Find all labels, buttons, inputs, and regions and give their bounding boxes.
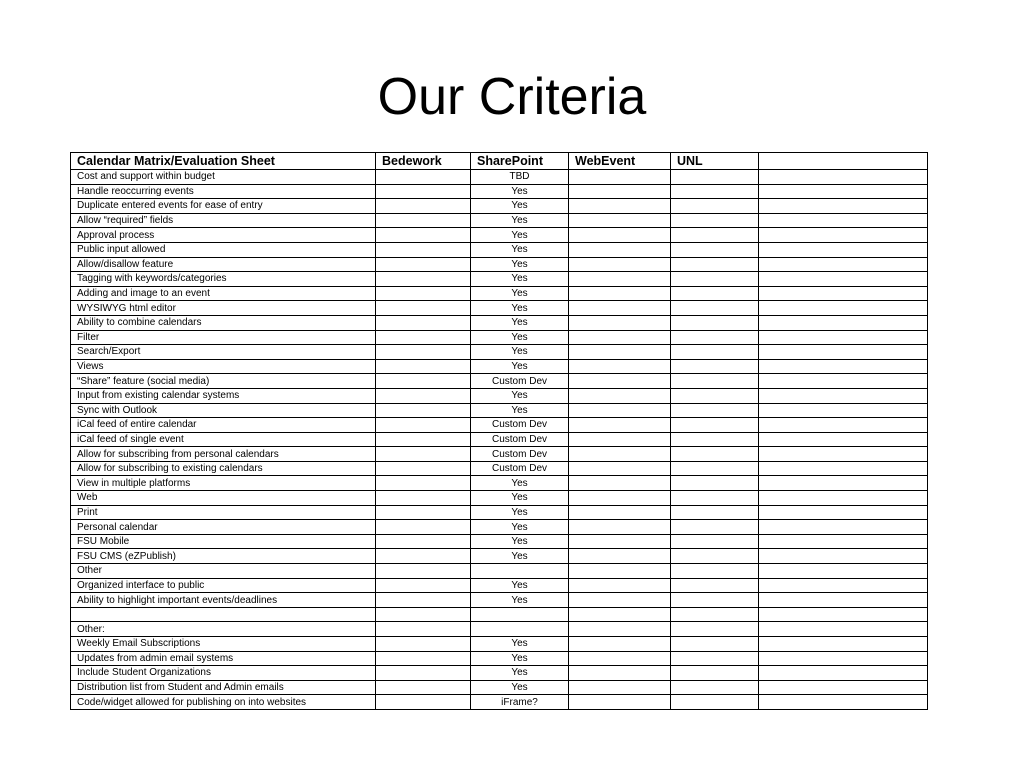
bedework-cell bbox=[376, 578, 471, 593]
sharepoint-cell: Yes bbox=[471, 199, 569, 214]
webevent-cell bbox=[569, 432, 671, 447]
blank-cell bbox=[759, 418, 928, 433]
criteria-label: Views bbox=[71, 359, 376, 374]
unl-cell bbox=[671, 447, 759, 462]
unl-cell bbox=[671, 607, 759, 622]
webevent-cell bbox=[569, 184, 671, 199]
header-unl: UNL bbox=[671, 153, 759, 170]
blank-cell bbox=[759, 228, 928, 243]
webevent-cell bbox=[569, 388, 671, 403]
sharepoint-cell: Yes bbox=[471, 330, 569, 345]
criteria-label: Cost and support within budget bbox=[71, 170, 376, 185]
webevent-cell bbox=[569, 476, 671, 491]
criteria-label: Weekly Email Subscriptions bbox=[71, 637, 376, 652]
table-row bbox=[71, 184, 928, 199]
unl-cell bbox=[671, 680, 759, 695]
table-row bbox=[71, 228, 928, 243]
table-row bbox=[71, 651, 928, 666]
bedework-cell bbox=[376, 666, 471, 681]
sharepoint-cell: Yes bbox=[471, 491, 569, 506]
sharepoint-cell bbox=[471, 607, 569, 622]
criteria-label: Sync with Outlook bbox=[71, 403, 376, 418]
unl-cell bbox=[671, 359, 759, 374]
criteria-label: FSU Mobile bbox=[71, 534, 376, 549]
unl-cell bbox=[671, 534, 759, 549]
criteria-label: Code/widget allowed for publishing on into websites bbox=[71, 695, 376, 710]
sharepoint-cell: Custom Dev bbox=[471, 418, 569, 433]
criteria-label: Filter bbox=[71, 330, 376, 345]
sharepoint-cell: Custom Dev bbox=[471, 374, 569, 389]
unl-cell bbox=[671, 637, 759, 652]
criteria-label: Ability to highlight important events/deadlines bbox=[71, 593, 376, 608]
webevent-cell bbox=[569, 549, 671, 564]
bedework-cell bbox=[376, 199, 471, 214]
bedework-cell bbox=[376, 388, 471, 403]
table-row bbox=[71, 447, 928, 462]
criteria-label: Allow “required” fields bbox=[71, 213, 376, 228]
bedework-cell bbox=[376, 242, 471, 257]
sharepoint-cell bbox=[471, 622, 569, 637]
blank-cell bbox=[759, 330, 928, 345]
bedework-cell bbox=[376, 491, 471, 506]
webevent-cell bbox=[569, 315, 671, 330]
unl-cell bbox=[671, 184, 759, 199]
sharepoint-cell: Yes bbox=[471, 257, 569, 272]
bedework-cell bbox=[376, 374, 471, 389]
webevent-cell bbox=[569, 534, 671, 549]
webevent-cell bbox=[569, 272, 671, 287]
webevent-cell bbox=[569, 695, 671, 710]
bedework-cell bbox=[376, 403, 471, 418]
webevent-cell bbox=[569, 359, 671, 374]
sharepoint-cell: Yes bbox=[471, 534, 569, 549]
unl-cell bbox=[671, 651, 759, 666]
blank-cell bbox=[759, 432, 928, 447]
table-row bbox=[71, 476, 928, 491]
table-row bbox=[71, 374, 928, 389]
webevent-cell bbox=[569, 242, 671, 257]
webevent-cell bbox=[569, 461, 671, 476]
table-row bbox=[71, 534, 928, 549]
criteria-label: Updates from admin email systems bbox=[71, 651, 376, 666]
bedework-cell bbox=[376, 432, 471, 447]
sharepoint-cell: Yes bbox=[471, 272, 569, 287]
criteria-label: FSU CMS (eZPublish) bbox=[71, 549, 376, 564]
bedework-cell bbox=[376, 345, 471, 360]
webevent-cell bbox=[569, 330, 671, 345]
blank-cell bbox=[759, 213, 928, 228]
sharepoint-cell: Yes bbox=[471, 228, 569, 243]
table-row bbox=[71, 242, 928, 257]
bedework-cell bbox=[376, 520, 471, 535]
blank-cell bbox=[759, 461, 928, 476]
unl-cell bbox=[671, 242, 759, 257]
webevent-cell bbox=[569, 666, 671, 681]
bedework-cell bbox=[376, 301, 471, 316]
table-row bbox=[71, 199, 928, 214]
criteria-label: View in multiple platforms bbox=[71, 476, 376, 491]
header-blank bbox=[759, 153, 928, 170]
sharepoint-cell: Yes bbox=[471, 242, 569, 257]
bedework-cell bbox=[376, 680, 471, 695]
bedework-cell bbox=[376, 637, 471, 652]
sharepoint-cell bbox=[471, 564, 569, 579]
blank-cell bbox=[759, 564, 928, 579]
sharepoint-cell: Yes bbox=[471, 505, 569, 520]
unl-cell bbox=[671, 330, 759, 345]
blank-cell bbox=[759, 242, 928, 257]
unl-cell bbox=[671, 228, 759, 243]
blank-cell bbox=[759, 403, 928, 418]
webevent-cell bbox=[569, 403, 671, 418]
sharepoint-cell: Yes bbox=[471, 213, 569, 228]
blank-cell bbox=[759, 286, 928, 301]
blank-cell bbox=[759, 476, 928, 491]
sharepoint-cell: Yes bbox=[471, 476, 569, 491]
table-row bbox=[71, 315, 928, 330]
unl-cell bbox=[671, 593, 759, 608]
bedework-cell bbox=[376, 272, 471, 287]
criteria-label: iCal feed of entire calendar bbox=[71, 418, 376, 433]
blank-cell bbox=[759, 680, 928, 695]
unl-cell bbox=[671, 257, 759, 272]
table-row bbox=[71, 403, 928, 418]
table-row bbox=[71, 345, 928, 360]
table-row bbox=[71, 607, 928, 622]
sharepoint-cell: Custom Dev bbox=[471, 461, 569, 476]
bedework-cell bbox=[376, 622, 471, 637]
table-row bbox=[71, 505, 928, 520]
blank-cell bbox=[759, 447, 928, 462]
blank-cell bbox=[759, 345, 928, 360]
bedework-cell bbox=[376, 184, 471, 199]
criteria-label: Other bbox=[71, 564, 376, 579]
unl-cell bbox=[671, 374, 759, 389]
header-criteria: Calendar Matrix/Evaluation Sheet bbox=[71, 153, 376, 170]
unl-cell bbox=[671, 564, 759, 579]
webevent-cell bbox=[569, 505, 671, 520]
webevent-cell bbox=[569, 637, 671, 652]
criteria-label: Distribution list from Student and Admin emails bbox=[71, 680, 376, 695]
blank-cell bbox=[759, 505, 928, 520]
unl-cell bbox=[671, 272, 759, 287]
blank-cell bbox=[759, 388, 928, 403]
table-row bbox=[71, 622, 928, 637]
webevent-cell bbox=[569, 447, 671, 462]
sharepoint-cell: Yes bbox=[471, 345, 569, 360]
webevent-cell bbox=[569, 418, 671, 433]
webevent-cell bbox=[569, 257, 671, 272]
sharepoint-cell: Custom Dev bbox=[471, 432, 569, 447]
sharepoint-cell: Yes bbox=[471, 286, 569, 301]
webevent-cell bbox=[569, 520, 671, 535]
criteria-label: Other: bbox=[71, 622, 376, 637]
table-row bbox=[71, 520, 928, 535]
criteria-label: Tagging with keywords/categories bbox=[71, 272, 376, 287]
webevent-cell bbox=[569, 564, 671, 579]
criteria-label: Approval process bbox=[71, 228, 376, 243]
sharepoint-cell: Yes bbox=[471, 359, 569, 374]
webevent-cell bbox=[569, 286, 671, 301]
sharepoint-cell: Yes bbox=[471, 315, 569, 330]
unl-cell bbox=[671, 170, 759, 185]
table-row bbox=[71, 170, 928, 185]
table-row bbox=[71, 272, 928, 287]
bedework-cell bbox=[376, 534, 471, 549]
bedework-cell bbox=[376, 286, 471, 301]
criteria-label: Handle reoccurring events bbox=[71, 184, 376, 199]
bedework-cell bbox=[376, 476, 471, 491]
unl-cell bbox=[671, 301, 759, 316]
unl-cell bbox=[671, 315, 759, 330]
blank-cell bbox=[759, 374, 928, 389]
criteria-label: Search/Export bbox=[71, 345, 376, 360]
table-row bbox=[71, 213, 928, 228]
sharepoint-cell: Custom Dev bbox=[471, 447, 569, 462]
unl-cell bbox=[671, 666, 759, 681]
bedework-cell bbox=[376, 257, 471, 272]
blank-cell bbox=[759, 549, 928, 564]
webevent-cell bbox=[569, 170, 671, 185]
table-body bbox=[71, 170, 928, 710]
unl-cell bbox=[671, 505, 759, 520]
criteria-label: Input from existing calendar systems bbox=[71, 388, 376, 403]
bedework-cell bbox=[376, 607, 471, 622]
webevent-cell bbox=[569, 607, 671, 622]
criteria-label: Include Student Organizations bbox=[71, 666, 376, 681]
evaluation-matrix-table bbox=[70, 152, 928, 710]
blank-cell bbox=[759, 534, 928, 549]
criteria-label bbox=[71, 607, 376, 622]
criteria-label: Print bbox=[71, 505, 376, 520]
bedework-cell bbox=[376, 564, 471, 579]
unl-cell bbox=[671, 476, 759, 491]
webevent-cell bbox=[569, 651, 671, 666]
unl-cell bbox=[671, 695, 759, 710]
table-row bbox=[71, 578, 928, 593]
table-row bbox=[71, 388, 928, 403]
sharepoint-cell: Yes bbox=[471, 184, 569, 199]
bedework-cell bbox=[376, 461, 471, 476]
blank-cell bbox=[759, 578, 928, 593]
sharepoint-cell: iFrame? bbox=[471, 695, 569, 710]
table-row bbox=[71, 666, 928, 681]
table-row bbox=[71, 432, 928, 447]
unl-cell bbox=[671, 213, 759, 228]
unl-cell bbox=[671, 461, 759, 476]
slide-title: Our Criteria bbox=[377, 68, 647, 126]
webevent-cell bbox=[569, 345, 671, 360]
webevent-cell bbox=[569, 374, 671, 389]
bedework-cell bbox=[376, 418, 471, 433]
header-row bbox=[71, 153, 928, 170]
blank-cell bbox=[759, 666, 928, 681]
table-row bbox=[71, 359, 928, 374]
sharepoint-cell: Yes bbox=[471, 520, 569, 535]
bedework-cell bbox=[376, 505, 471, 520]
unl-cell bbox=[671, 578, 759, 593]
criteria-label: iCal feed of single event bbox=[71, 432, 376, 447]
blank-cell bbox=[759, 491, 928, 506]
table-row bbox=[71, 637, 928, 652]
bedework-cell bbox=[376, 228, 471, 243]
unl-cell bbox=[671, 432, 759, 447]
unl-cell bbox=[671, 286, 759, 301]
criteria-label: Public input allowed bbox=[71, 242, 376, 257]
criteria-label: Ability to combine calendars bbox=[71, 315, 376, 330]
sharepoint-cell: Yes bbox=[471, 637, 569, 652]
table-row bbox=[71, 286, 928, 301]
blank-cell bbox=[759, 170, 928, 185]
unl-cell bbox=[671, 345, 759, 360]
sharepoint-cell: Yes bbox=[471, 301, 569, 316]
blank-cell bbox=[759, 622, 928, 637]
bedework-cell bbox=[376, 695, 471, 710]
table-row bbox=[71, 418, 928, 433]
header-webevent: WebEvent bbox=[569, 153, 671, 170]
bedework-cell bbox=[376, 315, 471, 330]
criteria-label: WYSIWYG html editor bbox=[71, 301, 376, 316]
webevent-cell bbox=[569, 228, 671, 243]
unl-cell bbox=[671, 622, 759, 637]
webevent-cell bbox=[569, 199, 671, 214]
sharepoint-cell: Yes bbox=[471, 593, 569, 608]
header-sharepoint: SharePoint bbox=[471, 153, 569, 170]
table-row bbox=[71, 491, 928, 506]
table-row bbox=[71, 680, 928, 695]
bedework-cell bbox=[376, 593, 471, 608]
webevent-cell bbox=[569, 593, 671, 608]
table-row bbox=[71, 257, 928, 272]
blank-cell bbox=[759, 359, 928, 374]
unl-cell bbox=[671, 199, 759, 214]
sharepoint-cell: Yes bbox=[471, 666, 569, 681]
sharepoint-cell: TBD bbox=[471, 170, 569, 185]
webevent-cell bbox=[569, 213, 671, 228]
sharepoint-cell: Yes bbox=[471, 549, 569, 564]
blank-cell bbox=[759, 637, 928, 652]
unl-cell bbox=[671, 549, 759, 564]
bedework-cell bbox=[376, 549, 471, 564]
blank-cell bbox=[759, 651, 928, 666]
blank-cell bbox=[759, 607, 928, 622]
criteria-label: Adding and image to an event bbox=[71, 286, 376, 301]
sharepoint-cell: Yes bbox=[471, 388, 569, 403]
table-row bbox=[71, 549, 928, 564]
criteria-label: “Share” feature (social media) bbox=[71, 374, 376, 389]
webevent-cell bbox=[569, 680, 671, 695]
bedework-cell bbox=[376, 447, 471, 462]
criteria-label: Personal calendar bbox=[71, 520, 376, 535]
blank-cell bbox=[759, 695, 928, 710]
table-row bbox=[71, 301, 928, 316]
blank-cell bbox=[759, 184, 928, 199]
criteria-label: Allow/disallow feature bbox=[71, 257, 376, 272]
criteria-label: Allow for subscribing to existing calendars bbox=[71, 461, 376, 476]
table-row bbox=[71, 330, 928, 345]
bedework-cell bbox=[376, 651, 471, 666]
table-row bbox=[71, 564, 928, 579]
webevent-cell bbox=[569, 491, 671, 506]
webevent-cell bbox=[569, 622, 671, 637]
webevent-cell bbox=[569, 301, 671, 316]
blank-cell bbox=[759, 520, 928, 535]
criteria-label: Organized interface to public bbox=[71, 578, 376, 593]
header-bedework: Bedework bbox=[376, 153, 471, 170]
criteria-label: Web bbox=[71, 491, 376, 506]
unl-cell bbox=[671, 520, 759, 535]
blank-cell bbox=[759, 272, 928, 287]
sharepoint-cell: Yes bbox=[471, 403, 569, 418]
blank-cell bbox=[759, 257, 928, 272]
bedework-cell bbox=[376, 330, 471, 345]
unl-cell bbox=[671, 418, 759, 433]
bedework-cell bbox=[376, 359, 471, 374]
blank-cell bbox=[759, 593, 928, 608]
webevent-cell bbox=[569, 578, 671, 593]
unl-cell bbox=[671, 388, 759, 403]
sharepoint-cell: Yes bbox=[471, 651, 569, 666]
table-row bbox=[71, 695, 928, 710]
sharepoint-cell: Yes bbox=[471, 680, 569, 695]
criteria-label: Allow for subscribing from personal calendars bbox=[71, 447, 376, 462]
criteria-label: Duplicate entered events for ease of entry bbox=[71, 199, 376, 214]
bedework-cell bbox=[376, 170, 471, 185]
table-row bbox=[71, 461, 928, 476]
bedework-cell bbox=[376, 213, 471, 228]
unl-cell bbox=[671, 491, 759, 506]
blank-cell bbox=[759, 301, 928, 316]
unl-cell bbox=[671, 403, 759, 418]
table-row bbox=[71, 593, 928, 608]
blank-cell bbox=[759, 199, 928, 214]
sharepoint-cell: Yes bbox=[471, 578, 569, 593]
blank-cell bbox=[759, 315, 928, 330]
